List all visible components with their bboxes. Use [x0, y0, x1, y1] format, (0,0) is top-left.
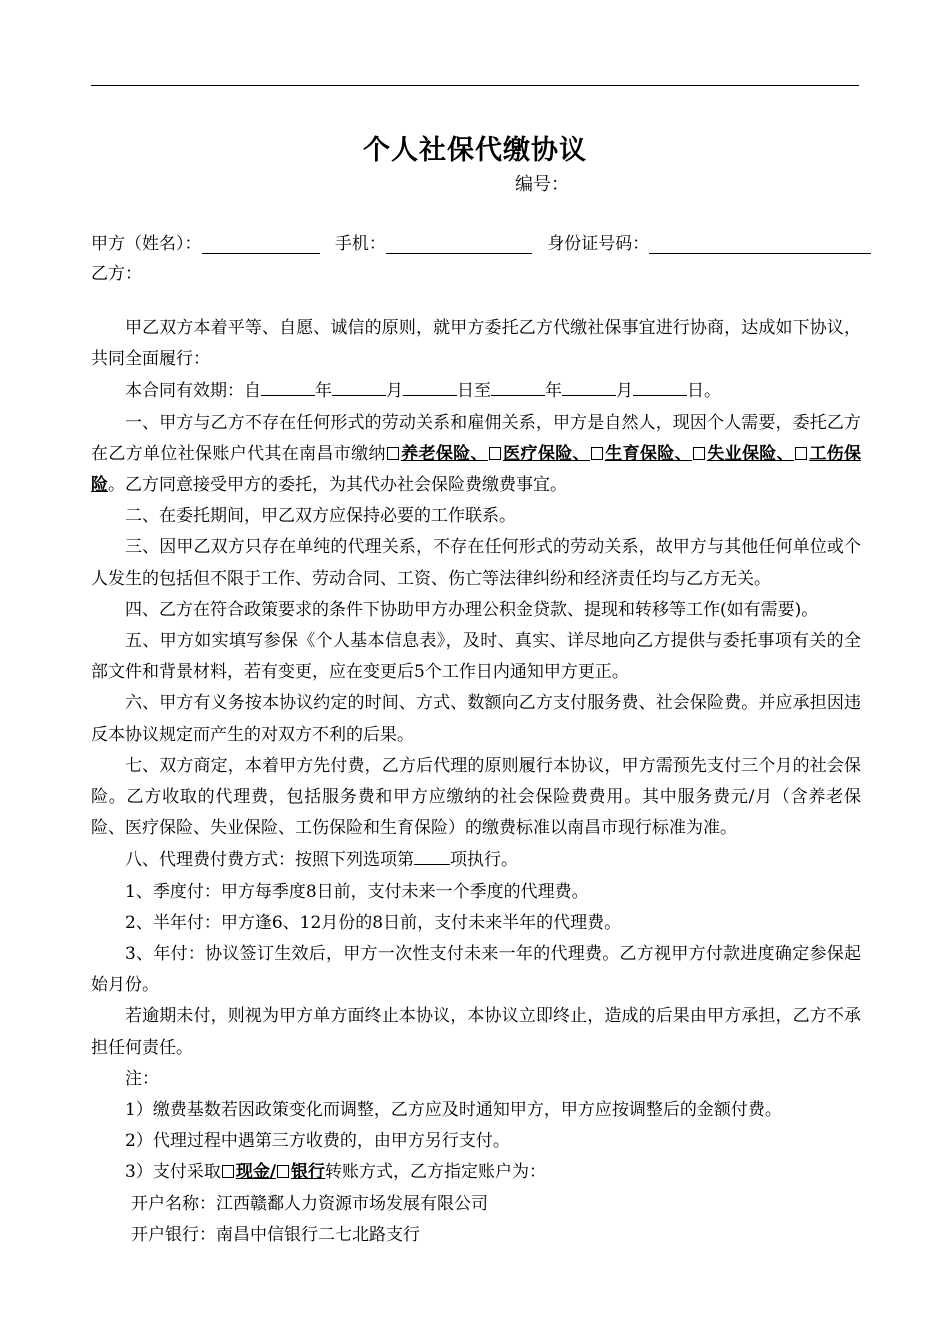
checkbox-icon[interactable]	[387, 447, 399, 460]
overdue-paragraph: 若逾期未付，则视为甲方单方面终止本协议，本协议立即终止，造成的后果由甲方承担，乙方不承担任何责任。	[91, 1006, 861, 1058]
party-a-name-blank[interactable]	[202, 235, 320, 254]
option-cash: 现金/	[235, 1162, 277, 1183]
validity-year2: 年	[545, 381, 562, 402]
clause-1	[91, 408, 861, 502]
validity-year1: 年	[315, 381, 332, 402]
party-a-phone-blank[interactable]	[386, 235, 532, 254]
validity-end-year-blank[interactable]	[491, 375, 545, 396]
checkbox-icon[interactable]	[591, 447, 603, 460]
party-a-line	[91, 229, 871, 254]
validity-day2: 日。	[687, 381, 721, 402]
option-work-injury: 工伤保险	[91, 443, 862, 496]
clause-5: 五、甲方如实填写参保《个人基本信息表》，及时、真实、详尽地向乙方提供与委托事项有关的全部文件和背景材料，若有变更，应在变更后5个工作日内通知甲方更正。	[91, 631, 861, 683]
validity-day-to: 日至	[457, 381, 491, 402]
validity-month2: 月	[616, 381, 633, 402]
option-bank: 银行	[291, 1162, 326, 1183]
intro-paragraph: 甲乙双方本着平等、自愿、诚信的原则，就甲方委托乙方代缴社保事宜进行协商，达成如下协议，共同全面履行：	[91, 318, 861, 370]
note-1: 1）缴费基数若因政策变化而调整，乙方应及时通知甲方，甲方应按调整后的金额付费。	[125, 1100, 782, 1121]
party-a-id-label: 身份证号码：	[547, 234, 650, 254]
document-title: 个人社保代缴协议	[363, 135, 587, 166]
checkbox-icon[interactable]	[222, 1165, 234, 1178]
clause-3: 三、因甲乙双方只存在单纯的代理关系，不存在任何形式的劳动关系，故甲方与其他任何单位或个人发生的包括但不限于工作、劳动合同、工资、伤亡等法律纠纷和经济责任均与乙方无关。	[91, 537, 861, 589]
payment-option-blank[interactable]	[414, 844, 450, 865]
account-name: 开户名称：江西赣鄱人力资源市场发展有限公司	[131, 1193, 488, 1214]
note-2: 2）代理过程中遇第三方收费的，由甲方另行支付。	[125, 1131, 510, 1152]
validity-start-month-blank[interactable]	[332, 375, 386, 396]
clause-1-text-a: 一、甲方与乙方不存在任何形式的劳动关系和雇佣关系，甲方是自然人，现因个人需要，委托乙方在乙方单位社保账户代其在南昌市缴纳	[91, 412, 861, 464]
party-b-label: 乙方：	[91, 264, 142, 284]
party-a-id-blank[interactable]	[649, 235, 871, 254]
option-maternity: 生育保险、	[604, 443, 692, 464]
checkbox-icon[interactable]	[693, 447, 705, 460]
validity-start-year-blank[interactable]	[261, 375, 315, 396]
checkbox-icon[interactable]	[277, 1165, 289, 1178]
clause-1-text-b: 。乙方同意接受甲方的委托，为其代办社会保险费缴费事宜。	[108, 475, 567, 496]
party-b-line	[91, 259, 142, 284]
serial-number-label: 编号：	[515, 174, 569, 195]
validity-month1: 月	[386, 381, 403, 402]
validity-prefix: 本合同有效期：自	[125, 381, 261, 402]
clause-6: 六、甲方有义务按本协议约定的时间、方式、数额向乙方支付服务费、社会保险费。并应承担因违反本协议规定而产生的对双方不利的后果。	[91, 693, 861, 745]
note-3-prefix: 3）支付采取	[125, 1162, 221, 1183]
payment-method-options	[221, 1162, 325, 1182]
top-rule	[91, 85, 859, 86]
checkbox-icon[interactable]	[489, 447, 501, 460]
party-a-name-label: 甲方（姓名）：	[91, 234, 202, 254]
validity-start-day-blank[interactable]	[403, 375, 457, 396]
clause-8-suffix: 项执行。	[450, 850, 518, 871]
clause-8-prefix: 八、代理费付费方式：按照下列选项第	[125, 850, 414, 871]
clause-7: 七、双方商定，本着甲方先付费，乙方后代理的原则履行本协议，甲方需预先支付三个月的社会保险。乙方收取的代理费，包括服务费和甲方应缴纳的社会保险费费用。其中服务费元/月（含养老保险、医疗保险、失业保险、工伤保险和生育保险）的缴费标准以南昌市现行标准为准。	[91, 755, 861, 839]
clause-2: 二、在委托期间，甲乙双方应保持必要的工作联系。	[125, 506, 516, 527]
account-bank: 开户银行：南昌中信银行二七北路支行	[131, 1224, 420, 1245]
payment-option-2: 2、半年付：甲方逢6、12月份的8日前，支付未来半年的代理费。	[125, 912, 622, 933]
option-pension: 养老保险、	[400, 443, 488, 464]
clause-4: 四、乙方在符合政策要求的条件下协助甲方办理公积金贷款、提现和转移等工作(如有需要)。	[125, 599, 819, 620]
validity-paragraph	[91, 375, 861, 407]
party-a-phone-label: 手机：	[334, 234, 386, 254]
checkbox-icon[interactable]	[795, 447, 807, 460]
note-3-suffix: 转账方式，乙方指定账户为：	[325, 1162, 547, 1183]
clause-8	[91, 844, 861, 876]
notes-label: 注：	[125, 1068, 159, 1089]
option-medical: 医疗保险、	[502, 443, 590, 464]
option-unemployment: 失业保险、	[706, 443, 794, 464]
note-3	[91, 1157, 861, 1188]
agreement-body	[91, 313, 861, 1251]
validity-end-month-blank[interactable]	[562, 375, 616, 396]
payment-option-1: 1、季度付：甲方每季度8日前，支付未来一个季度的代理费。	[125, 881, 589, 902]
validity-end-day-blank[interactable]	[633, 375, 687, 396]
payment-option-3: 3、年付：协议签订生效后，甲方一次性支付未来一年的代理费。乙方视甲方付款进度确定参保起始月份。	[91, 944, 861, 996]
